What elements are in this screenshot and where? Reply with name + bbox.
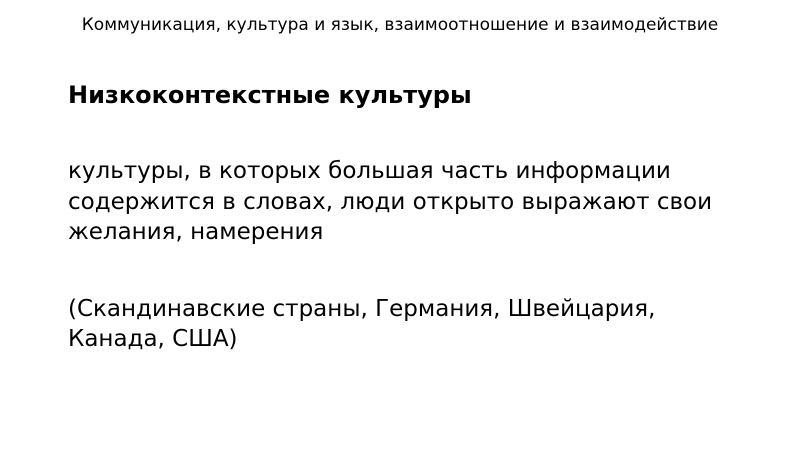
spacer-above-definition <box>68 110 728 156</box>
section-heading: Низкоконтекстные культуры <box>68 81 472 109</box>
definition-paragraph: культуры, в которых большая часть информации содержится в словах, люди открыто выражают свои желания, намерения <box>68 158 713 246</box>
slide-body <box>68 80 728 355</box>
slide-title: Коммуникация, культура и язык, взаимоотношение и взаимодействие <box>81 15 719 35</box>
spacer-above-examples <box>68 248 728 294</box>
examples-paragraph: (Скандинавские страны, Германия, Швейцария, Канада, США) <box>68 295 656 353</box>
